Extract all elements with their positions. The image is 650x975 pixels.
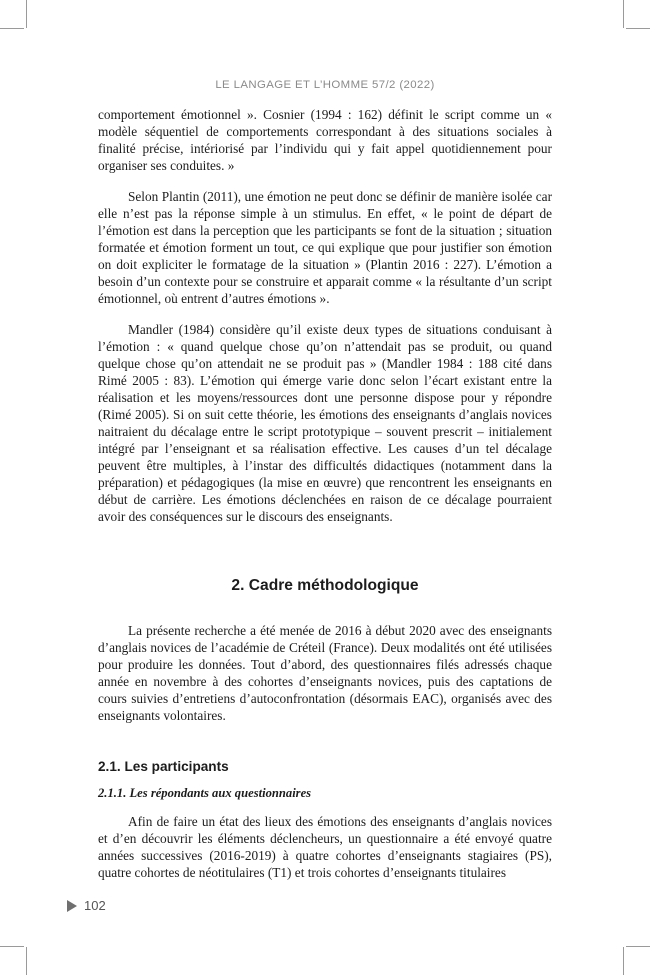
paragraph-2: Selon Plantin (2011), une émotion ne peut donc se définir de manière isolée car elle n’est pas la réponse simple à un stimulus. En effet, « le point de départ de l’émotion est dans la perception que les participants se font de la situation ; situation formatée et émotion forment un tout, ce qui explique que pour justifier son émotion on doit expliciter le formatage de la situation » (Plantin 2016 : 227). L’émotion a besoin d’un contexte pour se construire et apparait comme « la résultante d’un script émotionnel, où entrent d’autres émotions ». [98, 189, 552, 306]
crop-mark [0, 946, 24, 947]
running-head: LE LANGAGE ET L’HOMME 57/2 (2022) [215, 79, 435, 91]
section-heading: 2. Cadre méthodologique [231, 577, 419, 594]
crop-mark [623, 0, 624, 28]
crop-mark [0, 28, 24, 29]
page-number: 102 [84, 898, 106, 913]
paragraph-4: La présente recherche a été menée de 2016 à début 2020 avec des enseignants d’anglais novices de l’académie de Créteil (France). Deux modalités ont été utilisées pour produire les données. Tout d’abord, des questionnaires filés adressés chaque année en novembre à des cohortes d’enseignants novices, puis des captations de cours suivies d’entretiens d’autoconfrontation (désormais EAC), organisés avec des enseignants volontaires. [98, 623, 552, 723]
crop-mark [26, 947, 27, 975]
triangle-marker-icon [67, 900, 77, 912]
page-body [98, 106, 552, 881]
crop-mark [626, 946, 650, 947]
subsubsection-heading: 2.1.1. Les répondants aux questionnaires [98, 786, 312, 800]
subsection-heading: 2.1. Les participants [98, 759, 229, 774]
crop-mark [26, 0, 27, 28]
paragraph-1: comportement émotionnel ». Cosnier (1994 : 162) définit le script comme un « modèle séquentiel de comportements correspondant à des situations sociales à finalité précise, intériorisé par l’individu qui y fait appel quotidiennement pour organiser ses conduites. » [98, 107, 552, 173]
paragraph-3: Mandler (1984) considère qu’il existe deux types de situations conduisant à l’émotion : « quand quelque chose qu’on n’attendait pas se produit, ou quand quelque chose qu’on attendait ne se produit pas » (Mandler 1984 : 188 cité dans Rimé 2005 : 83). L’émotion qui émerge varie donc selon l’écart existant entre la réalisation et les moyens/ressources dont une personne dispose pour y répondre (Rimé 2005). Si on suit cette théorie, les émotions des enseignants d’anglais novices naitraient du décalage entre le script prototypique – souvent prescrit – initialement intégré par l’enseignant et sa réalisation effective. Les causes d’un tel décalage peuvent être multiples, à l’instar des difficultés didactiques (notamment dans la préparation) et pédagogiques (la mise en œuvre) que rencontrent les enseignants en début de carrière. Les émotions déclenchées en raison de ce décalage pourraient avoir des conséquences sur le discours des enseignants. [98, 322, 552, 524]
page-footer [67, 898, 106, 913]
crop-mark [626, 28, 650, 29]
crop-mark [623, 947, 624, 975]
paragraph-5: Afin de faire un état des lieux des émotions des enseignants d’anglais novices et d’en découvrir les éléments déclencheurs, un questionnaire a été envoyé quatre années successives (2016-2019) à quatre cohortes d’enseignants stagiaires (PS), quatre cohortes de néotitulaires (T1) et trois cohortes d’enseignants titulaires [98, 814, 552, 880]
